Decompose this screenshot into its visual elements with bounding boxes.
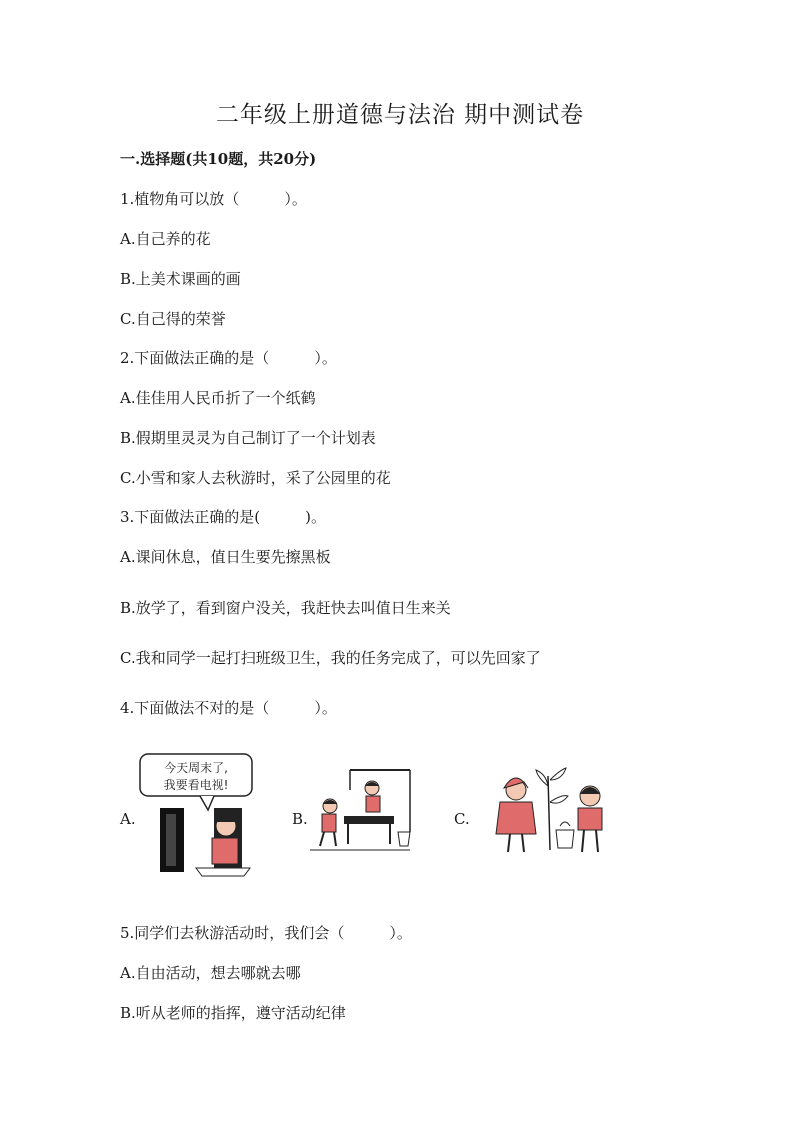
speech-line-2: 我要看电视! bbox=[163, 778, 229, 792]
question-2: 2.下面做法正确的是（ ）。 bbox=[120, 349, 337, 367]
q3-option-c[interactable]: C.我和同学一起打扫班级卫生，我的任务完成了，可以先回家了 bbox=[120, 649, 541, 667]
question-3: 3.下面做法正确的是( )。 bbox=[120, 508, 327, 526]
q1-option-c[interactable]: C.自己得的荣誉 bbox=[120, 310, 226, 328]
q1-option-a[interactable]: A.自己养的花 bbox=[120, 230, 211, 248]
q4-picture-options bbox=[120, 752, 640, 882]
question-1: 1.植物角可以放（ ）。 bbox=[120, 190, 307, 208]
section-heading: 一.选择题(共10题，共20分) bbox=[120, 150, 317, 168]
q4-option-b-label[interactable]: B. bbox=[292, 810, 308, 828]
q5-option-b[interactable]: B.听从老师的指挥，遵守活动纪律 bbox=[120, 1004, 346, 1022]
q3-option-b[interactable]: B.放学了，看到窗户没关，我赶快去叫值日生来关 bbox=[120, 599, 451, 617]
planting-tree-illustration bbox=[490, 758, 620, 868]
q5-option-a[interactable]: A.自由活动，想去哪就去哪 bbox=[120, 964, 301, 982]
q2-option-c[interactable]: C.小雪和家人去秋游时，采了公园里的花 bbox=[120, 469, 391, 487]
q4-option-c-label[interactable]: C. bbox=[454, 810, 470, 828]
page-title: 二年级上册道德与法治 期中测试卷 bbox=[215, 102, 585, 128]
speech-line-1: 今天周末了, bbox=[164, 761, 228, 775]
q1-option-b[interactable]: B.上美术课画的画 bbox=[120, 270, 241, 288]
q3-option-a[interactable]: A.课间休息，值日生要先擦黑板 bbox=[120, 548, 331, 566]
question-4: 4.下面做法不对的是（ ）。 bbox=[120, 699, 337, 717]
q2-option-b[interactable]: B.假期里灵灵为自己制订了一个计划表 bbox=[120, 429, 376, 447]
q4-option-a-label[interactable]: A. bbox=[120, 810, 136, 828]
question-5: 5.同学们去秋游活动时，我们会（ ）。 bbox=[120, 924, 412, 942]
q2-option-a[interactable]: A.佳佳用人民币折了一个纸鹤 bbox=[120, 389, 316, 407]
tv-watching-illustration bbox=[130, 752, 260, 882]
cleaning-desk-illustration bbox=[310, 762, 420, 872]
